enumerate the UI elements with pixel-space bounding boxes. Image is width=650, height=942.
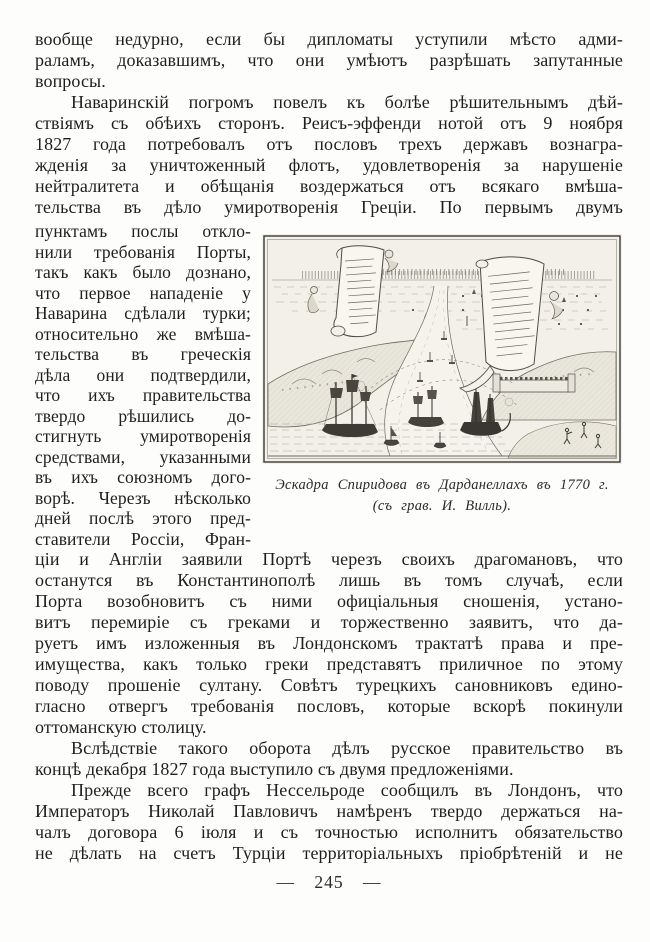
page-number: — 245 — xyxy=(276,872,382,892)
text-line: оттоманскую столицу. xyxy=(35,717,207,737)
text-line: нейтралитета и обѣщанія воздержаться отъ всякаго вмѣша- xyxy=(35,176,623,196)
paragraph-block-left-column xyxy=(35,221,251,549)
text-line: Наваринскій погромъ повелъ къ болѣе рѣшительнымъ дѣй- xyxy=(71,92,623,112)
engraving-figure xyxy=(262,234,622,517)
text-line: нили требованія Порты, xyxy=(35,241,251,262)
text-line: вообще недурно, если бы дипломаты уступили мѣсто адми- xyxy=(35,29,623,49)
text-line: что первое нападеніе у xyxy=(35,282,251,303)
text-line: относительно же вмѣша- xyxy=(35,323,251,344)
text-line: Императоръ Николай Павловичъ намѣренъ твердо держаться на- xyxy=(35,801,623,821)
text-line: Прежде всего графъ Нессельроде сообщилъ въ Лондонъ, что xyxy=(71,780,623,800)
figure-caption xyxy=(262,475,622,517)
text-line: имущества, какъ только греки представятъ приличное по этому xyxy=(35,654,623,674)
text-line: ствіямъ съ обѣихъ сторонъ. Реисъ-эффенди нотой отъ 9 ноября xyxy=(35,113,623,133)
text-line: чалъ договора 6 іюля и съ точностью исполнитъ обязательство xyxy=(35,822,623,842)
text-line: не дѣлать на счетъ Турціи территоріальныхъ пріобрѣтеній и не xyxy=(35,843,623,863)
text-line: гласно отвергъ требованія пословъ, которые вскорѣ покинули xyxy=(35,696,623,716)
text-line: ставители Россіи, Фран- xyxy=(35,528,251,549)
text-line: ворѣ. Черезъ нѣсколько xyxy=(35,487,251,508)
text-line: витъ перемиріе съ греками и торжественно заявитъ, что да- xyxy=(35,612,623,632)
text-line: вопросы. xyxy=(35,71,106,91)
text-line: дѣла они подтвердили, xyxy=(35,364,251,385)
paragraph-block-top xyxy=(35,29,623,218)
figure-caption-line2: (съ грав. И. Вилль). xyxy=(372,498,512,514)
text-line: средствами, указанными xyxy=(35,446,251,467)
text-line: жденія за уничтоженный флотъ, удовлетворенія за нарушеніе xyxy=(35,155,623,175)
text-line: тельства въ греческія xyxy=(35,344,251,364)
engraving-image xyxy=(262,234,622,464)
text-line: твердо рѣшились до- xyxy=(35,405,251,426)
text-line: пунктамъ послы откло- xyxy=(35,221,251,241)
text-line: такъ какъ было дознано, xyxy=(35,262,251,282)
figure-caption-line1: Эскадра Спиридова въ Дарданеллахъ въ 1770 г. xyxy=(275,477,609,493)
text-line: дней послѣ этого пред- xyxy=(35,508,251,528)
text-line: Вслѣдствіе такого оборота дѣлъ русское правительство въ xyxy=(71,738,623,758)
text-line: останутся въ Константинополѣ лишь въ томъ случаѣ, если xyxy=(35,570,623,590)
text-line: тельства въ дѣло умиротворенія Греціи. По первымъ двумъ xyxy=(35,197,623,217)
text-line: концѣ декабря 1827 года выступило съ двумя предложеніями. xyxy=(35,759,514,779)
text-line: ціи и Англіи заявили Портѣ черезъ своихъ драгомановъ, что xyxy=(35,549,623,569)
text-line: руетъ имъ изложенныя въ Лондонскомъ трактатѣ права и пре- xyxy=(35,633,623,653)
text-line: Наварина сдѣлали турки; xyxy=(35,303,251,323)
text-line: раламъ, доказавшимъ, что они умѣютъ разрѣшать запутанные xyxy=(35,50,623,70)
text-line: въ ихъ союзномъ дого- xyxy=(35,467,251,487)
text-line: стигнуть умиротворенія xyxy=(35,426,251,446)
text-line: что ихъ правительства xyxy=(35,385,251,405)
text-line: поводу прошеніе султану. Совѣтъ турецкихъ сановниковъ едино- xyxy=(35,675,623,695)
text-line: Порта возобновитъ съ ними офиціальныя сношенія, устано- xyxy=(35,591,623,611)
paragraph-block-bottom xyxy=(35,549,623,864)
text-line: 1827 года потребовалъ отъ пословъ трехъ державъ вознагра- xyxy=(35,134,623,154)
